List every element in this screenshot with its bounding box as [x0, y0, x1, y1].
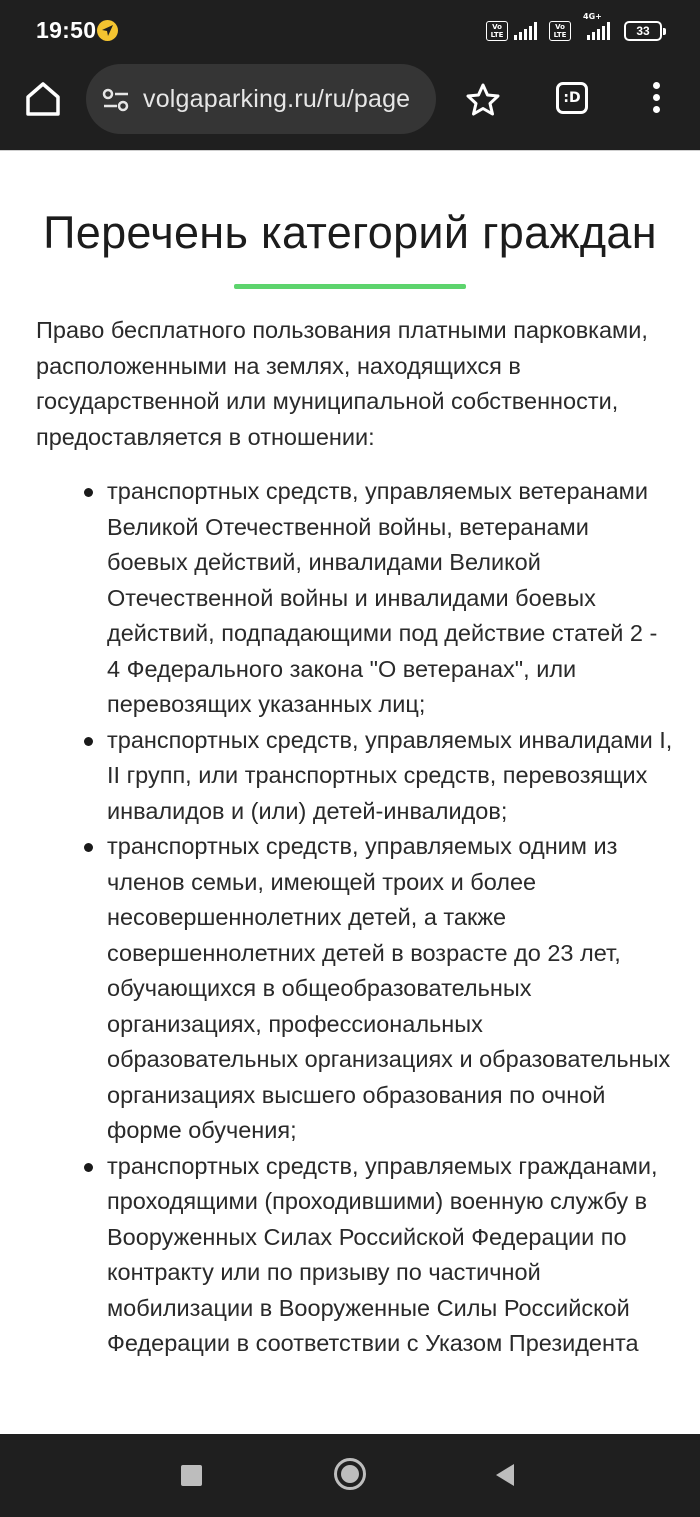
system-nav-bar [0, 1434, 700, 1517]
tune-icon[interactable] [102, 88, 130, 117]
recents-icon[interactable] [181, 1465, 202, 1486]
page-content [0, 150, 700, 1434]
intro-paragraph: Право бесплатного пользования платными парковками, расположенными на землях, находящихся в государственной или муниципальной собственности, предоставляется в отношении: [36, 317, 648, 450]
categories-list [84, 474, 674, 1362]
list-item: транспортных средств, управляемых гражданами, проходящими (проходившими) военную службу в Вооруженных Силах Российской Федерации по контракту или по призыву по частичной мобилизации в Вооруженные Силы Российской Федерации в соответствии с Указом Президента [84, 1149, 674, 1362]
url-text[interactable]: volgaparking.ru/ru/page [143, 85, 411, 113]
signal-4g-icon [583, 12, 610, 40]
tabs-icon[interactable]: :D [556, 82, 588, 114]
status-icons [486, 12, 662, 44]
list-item: транспортных средств, управляемых ветеранами Великой Отечественной войны, ветеранами боевых действий, инвалидами Великой Отечественной войны и инвалидами боевых действий, подпадающими под действие статей 2 - 4 Федерального закона "О ветеранах", или перевозящих указанных лиц; [84, 474, 674, 723]
network-type-label: 4G+ [583, 12, 602, 21]
status-bar [0, 0, 700, 62]
more-icon[interactable] [650, 82, 662, 118]
volte-icon: Vo LTE [486, 21, 508, 41]
location-arrow-icon [97, 20, 118, 41]
url-bar[interactable] [86, 64, 436, 134]
list-item: транспортных средств, управляемых инвалидами I, II групп, или транспортных средств, перевозящих инвалидов и (или) детей-инвалидов; [84, 723, 674, 830]
home-icon[interactable] [22, 78, 64, 120]
status-time: 19:50 [36, 17, 97, 43]
list-item: транспортных средств, управляемых одним из членов семьи, имеющей троих и более несовершеннолетних детей, а также совершеннолетних детей в возрасте до 23 лет, обучающихся в общеобразовательных организациях, профессиональных образовательных организациях и образовательных организациях высшего образования по очной форме обучения; [84, 829, 674, 1149]
title-underline [234, 284, 466, 289]
back-icon[interactable] [494, 1462, 516, 1493]
battery-icon [624, 21, 662, 41]
home-circle-icon[interactable] [334, 1458, 366, 1490]
signal-icon [514, 22, 537, 40]
page-title: Перечень категорий граждан [43, 207, 657, 258]
volte-icon-2: Vo LTE [549, 21, 571, 41]
star-icon[interactable] [465, 82, 501, 123]
browser-toolbar [0, 62, 700, 150]
battery-level: 33 [636, 24, 650, 38]
